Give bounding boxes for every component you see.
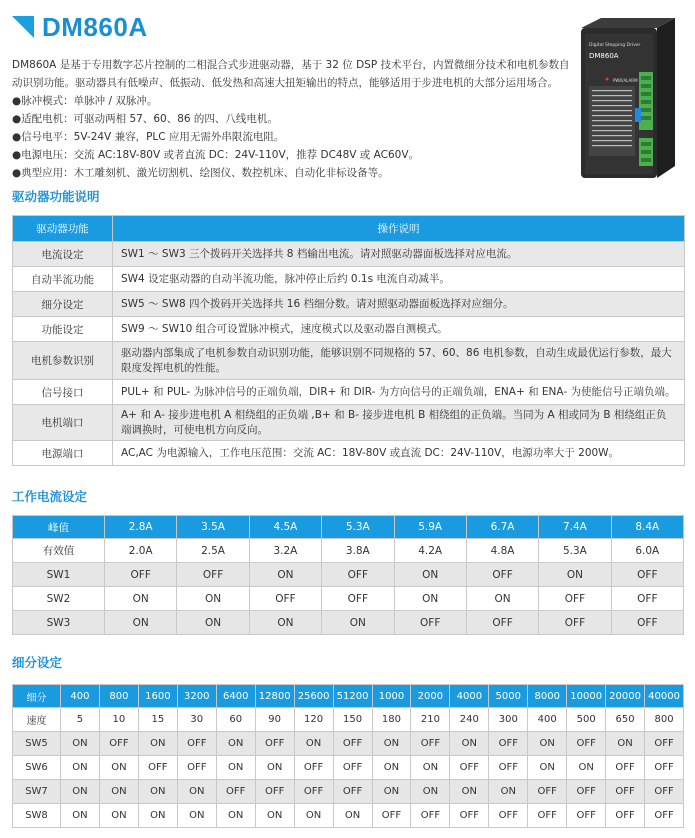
table-header: 5000 [489,685,528,708]
table-cell: 210 [411,708,450,732]
table-cell: OFF [606,756,645,780]
table-cell: ON [255,804,294,828]
table-cell: OFF [645,780,684,804]
row-label: SW5 [13,732,61,756]
table-header: 400 [61,685,100,708]
table-header: 3200 [177,685,216,708]
table-cell: OFF [333,732,372,756]
table-cell: 30 [177,708,216,732]
table-cell: ON [177,611,249,635]
table-cell: OFF [372,804,411,828]
table-cell: OFF [611,587,683,611]
intro-paragraph: DM860A 是基于专用数字芯片控制的二相混合式步进驱动器，基于 32 位 DSP 技术平台，内置微细分技术和电机参数自动识别功能。驱动器具有低噪声、低振动、低发热和高速大扭矩输出的特点，能够适用于步进电机的大部分运用场合。 [12,59,570,89]
table-cell: 180 [372,708,411,732]
triangle-icon [12,16,34,38]
table-cell: ON [294,804,333,828]
table-cell: OFF [567,804,606,828]
table-cell: ON [450,732,489,756]
row-label: SW3 [13,611,105,635]
microstep-table [12,684,684,828]
table-cell: ON [528,756,567,780]
function-name: 信号接口 [13,380,113,405]
table-row [13,708,684,732]
table-row [13,804,684,828]
table-cell: OFF [489,756,528,780]
function-desc: A+ 和 A- 接步进电机 A 相绕组的正负端 ,B+ 和 B- 接步进电机 B 相绕组的正负端。当同为 A 相或同为 B 相绕组正负端调换时，可使电机方向反向。 [113,405,685,441]
table-cell: OFF [645,732,684,756]
table-cell: ON [216,756,255,780]
function-desc: SW5 ～ SW8 四个拨码开关选择共 16 档细分数。请对照驱动器面板选择对应细分。 [113,292,685,317]
function-name: 电机参数识别 [13,342,113,380]
table-cell: 2.5A [177,539,249,563]
table-header: 25600 [294,685,333,708]
function-name: 细分设定 [13,292,113,317]
table-cell: OFF [394,611,466,635]
table-cell: ON [372,756,411,780]
table-cell: 2.0A [105,539,177,563]
table-header: 1000 [372,685,411,708]
table-cell: 800 [645,708,684,732]
driver-product-image [575,16,683,186]
table-header: 5.9A [394,516,466,539]
table-cell: OFF [322,563,394,587]
function-desc: 驱动器内部集成了电机参数自动识别功能，能够识别不同规格的 57、60、86 电机参数，自动生成最优运行参数，最大限度发挥电机的性能。 [113,342,685,380]
table-cell: 6.0A [611,539,683,563]
table-header: 6.7A [466,516,538,539]
table-cell: ON [528,732,567,756]
table-cell: OFF [466,611,538,635]
table-cell: OFF [567,780,606,804]
table-cell: OFF [105,563,177,587]
table-row [13,342,685,380]
table-cell: ON [606,732,645,756]
table-cell: ON [177,780,216,804]
table-header: 12800 [255,685,294,708]
table-row [13,242,685,267]
table-row [13,587,684,611]
table-cell: OFF [606,780,645,804]
table-header: 细分 [13,685,61,708]
table-cell: ON [411,756,450,780]
table-cell: ON [294,732,333,756]
table-cell: 650 [606,708,645,732]
table-cell: ON [138,732,177,756]
table-cell: OFF [255,732,294,756]
table-header: 2.8A [105,516,177,539]
table-cell: OFF [489,732,528,756]
table-header: 2000 [411,685,450,708]
row-label: SW2 [13,587,105,611]
table-cell: OFF [645,756,684,780]
row-label: SW7 [13,780,61,804]
table-cell: OFF [99,732,138,756]
table-cell: ON [138,780,177,804]
table-cell: 60 [216,708,255,732]
table-cell: ON [539,563,611,587]
table-header: 5.3A [322,516,394,539]
table-cell: ON [99,804,138,828]
table-row [13,380,685,405]
table-header: 800 [99,685,138,708]
table-cell: OFF [611,611,683,635]
table-cell: ON [333,804,372,828]
table-cell: ON [105,611,177,635]
table-cell: ON [99,756,138,780]
table-header: 40000 [645,685,684,708]
feature-item: ●电源电压：交流 AC:18V-80V 或者直流 DC：24V-110V，推荐 DC48V 或 AC60V。 [12,149,420,161]
section-title-current: 工作电流设定 [12,489,88,504]
table-cell: 4.8A [466,539,538,563]
table-header: 7.4A [539,516,611,539]
page-header [12,10,148,44]
table-cell: ON [411,780,450,804]
table-cell: ON [322,611,394,635]
table-cell: OFF [216,780,255,804]
device-label: Digital Stepping Driver [589,43,641,48]
table-cell: OFF [567,732,606,756]
table-cell: 150 [333,708,372,732]
table-cell: OFF [528,780,567,804]
table-cell: ON [249,563,321,587]
table-row [13,611,684,635]
table-cell: ON [216,732,255,756]
table-cell: 300 [489,708,528,732]
table-header: 驱动器功能 [13,216,113,242]
table-cell: OFF [450,804,489,828]
table-row [13,292,685,317]
section-title-microstep: 细分设定 [12,655,63,670]
table-cell: 4.2A [394,539,466,563]
table-cell: 3.2A [249,539,321,563]
table-cell: OFF [539,587,611,611]
table-header: 6400 [216,685,255,708]
table-cell: OFF [177,756,216,780]
row-label: SW6 [13,756,61,780]
device-led-label: PWR/ALARM [613,78,638,83]
row-label: SW1 [13,563,105,587]
function-name: 电流设定 [13,242,113,267]
table-header: 3.5A [177,516,249,539]
table-cell: 5.3A [539,539,611,563]
function-name: 电源端口 [13,441,113,466]
table-cell: ON [61,804,100,828]
table-cell: ON [450,780,489,804]
table-cell: 15 [138,708,177,732]
table-header: 8000 [528,685,567,708]
table-cell: 500 [567,708,606,732]
table-cell: OFF [528,804,567,828]
page-title: DM860A [42,11,148,42]
table-cell: ON [61,732,100,756]
table-header: 操作说明 [113,216,685,242]
table-row [13,780,684,804]
function-name: 电机端口 [13,405,113,441]
table-cell: 90 [255,708,294,732]
table-cell: OFF [249,587,321,611]
device-model-label: DM860A [589,52,619,60]
table-cell: ON [394,563,466,587]
table-cell: OFF [611,563,683,587]
table-cell: ON [216,804,255,828]
table-row [13,267,685,292]
table-cell: OFF [138,756,177,780]
function-desc: SW9 ～ SW10 组合可设置脉冲模式，速度模式以及驱动器自测模式。 [113,317,685,342]
table-row [13,405,685,441]
table-header: 20000 [606,685,645,708]
table-row [13,317,685,342]
feature-item: ●信号电平：5V-24V 兼容，PLC 应用无需外串限流电阻。 [12,131,285,143]
table-header: 10000 [567,685,606,708]
feature-item: ●典型应用：木工雕刻机、激光切割机、绘图仪、数控机床、自动化非标设备等。 [12,167,389,179]
table-header: 4.5A [249,516,321,539]
section-title-functions: 驱动器功能说明 [12,189,100,204]
function-desc: SW4 设定驱动器的自动半流功能，脉冲停止后约 0.1s 电流自动减半。 [113,267,685,292]
table-row [13,563,684,587]
table-cell: ON [177,587,249,611]
table-cell: OFF [177,732,216,756]
table-cell: 3.8A [322,539,394,563]
table-header: 1600 [138,685,177,708]
table-cell: OFF [606,804,645,828]
table-cell: ON [394,587,466,611]
feature-item: ●脉冲模式：单脉冲 / 双脉冲。 [12,95,158,107]
table-cell: ON [466,587,538,611]
table-cell: OFF [466,563,538,587]
table-cell: ON [61,780,100,804]
table-header: 4000 [450,685,489,708]
table-row [13,539,684,563]
table-cell: OFF [177,563,249,587]
table-row [13,732,684,756]
row-label: SW8 [13,804,61,828]
current-table [12,515,684,635]
table-cell: OFF [489,804,528,828]
table-cell: 120 [294,708,333,732]
row-label: 有效值 [13,539,105,563]
table-cell: ON [61,756,100,780]
table-cell: OFF [333,756,372,780]
table-cell: OFF [333,780,372,804]
table-cell: ON [372,780,411,804]
table-cell: ON [567,756,606,780]
table-cell: ON [489,780,528,804]
table-cell: OFF [411,732,450,756]
function-name: 自动半流功能 [13,267,113,292]
table-header: 峰值 [13,516,105,539]
table-row [13,756,684,780]
function-desc: AC,AC 为电源输入，工作电压范围：交流 AC：18V-80V 或直流 DC：24V-110V，电源功率大于 200W。 [113,441,685,466]
table-cell: 10 [99,708,138,732]
table-cell: OFF [411,804,450,828]
table-cell: ON [105,587,177,611]
table-row [13,441,685,466]
table-cell: OFF [645,804,684,828]
table-cell: 5 [61,708,100,732]
table-cell: 240 [450,708,489,732]
row-label: 速度 [13,708,61,732]
table-cell: OFF [450,756,489,780]
table-cell: 400 [528,708,567,732]
table-cell: OFF [322,587,394,611]
function-desc: PUL+ 和 PUL- 为脉冲信号的正端负端，DIR+ 和 DIR- 为方向信号的正端负端，ENA+ 和 ENA- 为使能信号正端负端。 [113,380,685,405]
function-desc: SW1 ～ SW3 三个拨码开关选择共 8 档输出电流。请对照驱动器面板选择对应电流。 [113,242,685,267]
table-cell: ON [138,804,177,828]
table-cell: OFF [539,611,611,635]
table-cell: OFF [294,780,333,804]
function-name: 功能设定 [13,317,113,342]
table-header: 51200 [333,685,372,708]
table-cell: OFF [255,780,294,804]
table-cell: ON [177,804,216,828]
table-cell: ON [255,756,294,780]
function-table [12,215,685,466]
table-header: 8.4A [611,516,683,539]
feature-item: ●适配电机：可驱动两相 57、60、86 的四、八线电机。 [12,113,278,125]
table-cell: OFF [294,756,333,780]
table-cell: ON [372,732,411,756]
table-cell: ON [249,611,321,635]
table-cell: ON [99,780,138,804]
